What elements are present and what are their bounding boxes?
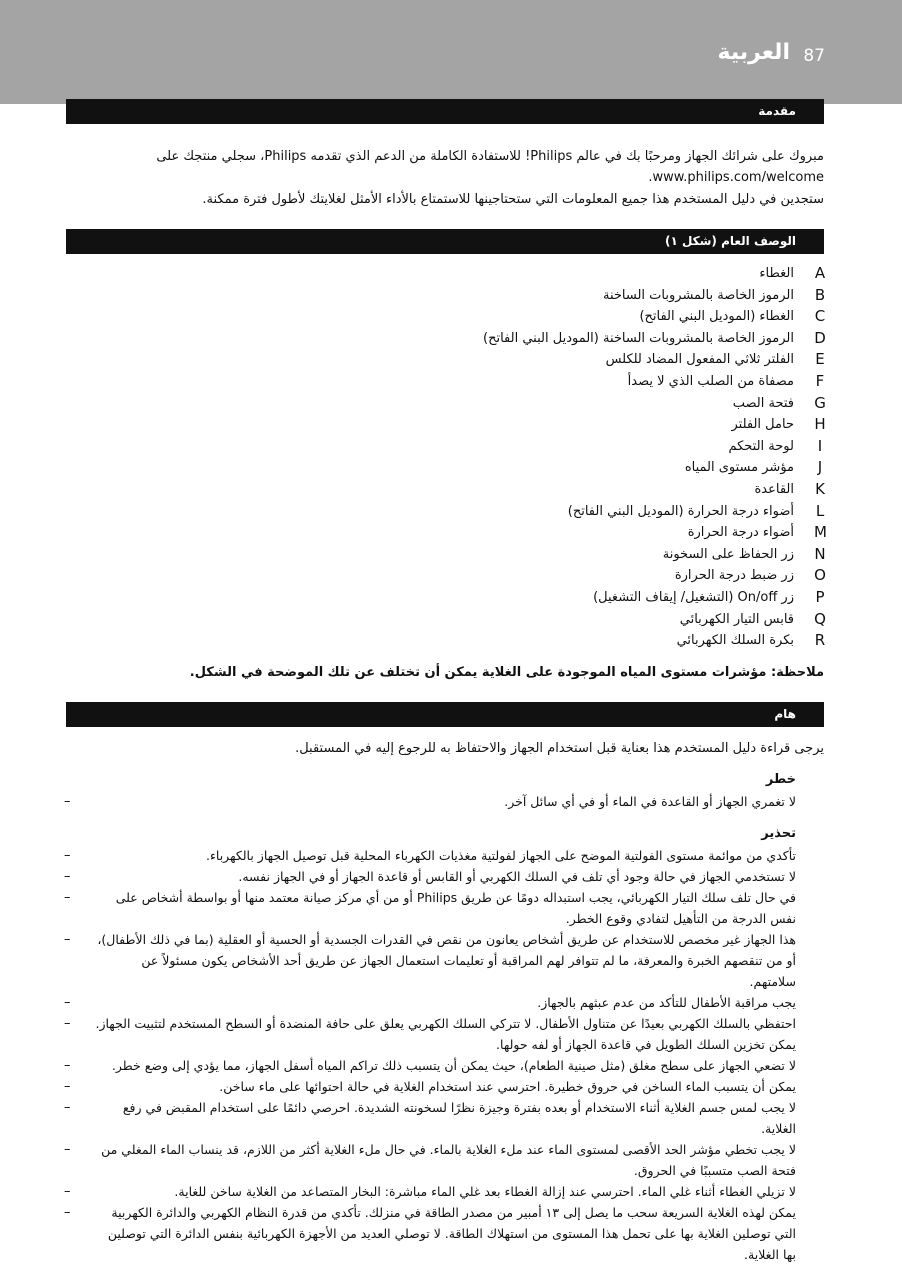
list-item: O زر ضبط درجة الحرارة bbox=[674, 566, 826, 585]
danger-list bbox=[66, 791, 826, 812]
important-intro: يرجى قراءة دليل المستخدم هذا بعناية قبل استخدام الجهاز والاحتفاظ به للرجوع إليه في المستقبل. bbox=[295, 741, 824, 756]
language-label: العربية bbox=[717, 40, 790, 65]
list-item: L أضواء درجة الحرارة (الموديل البني الفاتح) bbox=[567, 501, 825, 520]
list-item: B الرموز الخاصة بالمشروبات الساخنة bbox=[602, 285, 826, 304]
section-heading-general-description: الوصف العام (شكل ١) bbox=[66, 229, 824, 254]
list-item: – يجب مراقبة الأطفال للتأكد من عدم عبثهم بالجهاز. bbox=[64, 995, 796, 1010]
section-heading-important: هام bbox=[66, 702, 824, 727]
list-item: – لا يجب لمس جسم الغلاية أثناء الاستخدام أو بعده بفترة وجيزة نظرًا لسخونته الشديدة. احرصي دائمًا على استخدام المقبض في رفع الغلاية. bbox=[64, 1100, 796, 1136]
list-item: J مؤشر مستوى المياه bbox=[684, 458, 823, 477]
list-item: – يمكن أن يتسبب الماء الساخن في حروق خطيرة. احترسي عند استخدام الغلاية في حالة احتوائها على ماء ساخن. bbox=[64, 1079, 796, 1094]
list-item: E الفلتر ثلاثي المفعول المضاد للكلس bbox=[605, 350, 825, 369]
parts-list bbox=[66, 263, 826, 652]
list-item: – لا تزيلي الغطاء أثناء غلي الماء. احترسي عند إزالة الغطاء بعد غلي الماء مباشرة: البخار المتصاعد من الغلاية ساخن للغاية. bbox=[64, 1184, 796, 1199]
list-item: C الغطاء (الموديل البني الفاتح) bbox=[639, 307, 826, 326]
intro-paragraph-2: ستجدين في دليل المستخدم هذا جميع المعلومات التي ستحتاجينها للاستمتاع بالأداء الأمثل لغلايتك لأطول فترة ممكنة. bbox=[202, 192, 824, 207]
list-item: – احتفظي بالسلك الكهربي بعيدًا عن متناول الأطفال. لا تتركي السلك الكهربي يعلق على حافة المنضدة أو السطح المستخدم لتثبيت الجهاز. يمكن تخزين السلك الطويل في قاعدة الجهاز أو لفه حولها. bbox=[64, 1016, 796, 1052]
intro-paragraph: مبروك على شرائك الجهاز ومرحبًا بك في عالم Philips! للاستفادة الكاملة من الدعم الذي تقدمه Philips، سجلي منتجك على www.philips.com/welcome. bbox=[156, 149, 824, 185]
list-item: I لوحة التحكم bbox=[728, 436, 823, 455]
note-paragraph: ملاحظة: مؤشرات مستوى المياه الموجودة على الغلاية يمكن أن تختلف عن تلك الموضحة في الشكل. bbox=[189, 665, 824, 680]
list-item: A الغطاء bbox=[759, 264, 826, 282]
list-item: M أضواء درجة الحرارة bbox=[687, 523, 827, 542]
list-item: H حامل الفلتر bbox=[731, 415, 826, 434]
list-item: – لا تضعي الجهاز على سطح مغلق (مثل صينية الطعام)، حيث يمكن أن يتسبب ذلك تراكم المياه أسفل الجهاز، مما يؤدي إلى وضع خطر. bbox=[64, 1058, 796, 1073]
list-item: D الرموز الخاصة بالمشروبات الساخنة (الموديل البني الفاتح) bbox=[483, 328, 826, 347]
warning-heading: تحذير bbox=[761, 826, 796, 841]
list-item: – لا يجب تخطي مؤشر الحد الأقصى لمستوى الماء عند ملء الغلاية بالماء. في حال ملء الغلاية أكثر من اللازم، قد ينساب الماء المغلي من فتحة الصب متسببًا في الحروق. bbox=[64, 1142, 796, 1178]
list-item: K القاعدة bbox=[754, 479, 825, 498]
warning-list bbox=[66, 845, 826, 1265]
list-item: G فتحة الصب bbox=[732, 393, 826, 412]
list-item: Q قابس التيار الكهربائي bbox=[679, 609, 826, 628]
list-item: F مصفاة من الصلب الذي لا يصدأ bbox=[627, 371, 825, 390]
list-item: P زر On/off (التشغيل/ إيقاف التشغيل) bbox=[593, 587, 825, 606]
page-header-bar bbox=[0, 0, 902, 104]
list-item: – لا تغمري الجهاز أو القاعدة في الماء أو في أي سائل آخر. bbox=[64, 794, 796, 809]
danger-heading: خطر bbox=[765, 772, 796, 787]
list-item: R بكرة السلك الكهربائي bbox=[676, 631, 826, 650]
page-number: 87 bbox=[803, 46, 825, 66]
list-item: – لا تستخدمي الجهاز في حالة وجود أي تلف في السلك الكهربي أو القابس أو قاعدة الجهاز أو في الجهاز نفسه. bbox=[64, 869, 796, 884]
list-item: – هذا الجهاز غير مخصص للاستخدام عن طريق أشخاص يعانون من نقص في القدرات الجسدية أو الحسية أو العقلية (بما في ذلك الأطفال)، أو من تنقصهم الخبرة والمعرفة، ما لم تتوافر لهم المراقبة أو تعليمات استعمال الجهاز عن طريق أحد الأشخاص يكون مسئولاً عن سلامتهم. bbox=[64, 932, 796, 989]
list-item: N زر الحفاظ على السخونة bbox=[662, 544, 826, 563]
section-heading-intro: مقدمة bbox=[66, 99, 824, 124]
list-item: – تأكدي من موائمة مستوى الفولتية الموضح على الجهاز لفولتية مغذيات الكهرباء المحلية قبل توصيل الجهاز بالكهرباء. bbox=[64, 848, 796, 863]
list-item: – يمكن لهذه الغلاية السريعة سحب ما يصل إلى ١٣ أمبير من مصدر الطاقة في منزلك. تأكدي من قدرة النظام الكهربي والدائرة الكهربية التي توصلين الغلاية بها على تحمل هذا المستوى من استهلاك الطاقة. لا توصلي العديد من الأجهزة الكهربائية بنفس الدائرة التي توصلين بها الغلاية. bbox=[64, 1205, 796, 1262]
list-item: – في حال تلف سلك التيار الكهربائي، يجب استبداله دومًا عن طريق Philips أو من أي مركز صيانة معتمد منها أو بواسطة أشخاص على نفس الدرجة من التأهيل لتفادي وقوع الخطر. bbox=[64, 890, 796, 926]
